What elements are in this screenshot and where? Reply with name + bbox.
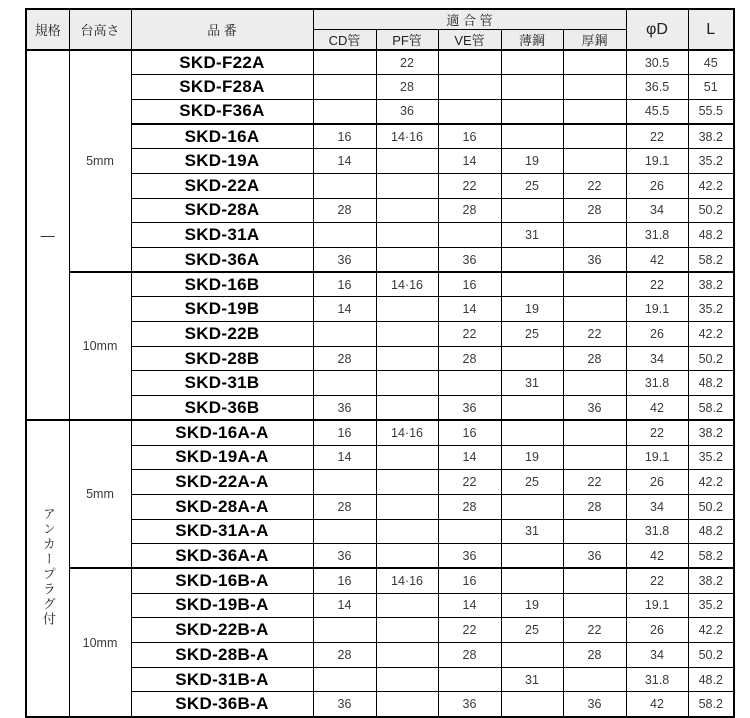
- product-number: SKD-16B: [131, 272, 313, 297]
- thin-steel-value: [501, 568, 563, 593]
- thin-steel-value: [501, 494, 563, 519]
- standard-group-label: [26, 420, 69, 716]
- l-value: 50.2: [688, 346, 734, 371]
- ve-value: 22: [438, 618, 501, 643]
- phi-d-value: 26: [626, 618, 688, 643]
- cd-value: [313, 667, 376, 692]
- phi-d-value: 22: [626, 420, 688, 445]
- l-value: 35.2: [688, 593, 734, 618]
- thin-steel-value: 31: [501, 223, 563, 248]
- product-number: SKD-28A: [131, 198, 313, 223]
- table-row: [26, 667, 734, 692]
- l-value: 42.2: [688, 470, 734, 495]
- product-number: SKD-16A-A: [131, 420, 313, 445]
- header-thin-steel: 薄鋼: [501, 30, 563, 51]
- phi-d-value: 42: [626, 544, 688, 569]
- l-value: 50.2: [688, 643, 734, 668]
- thick-steel-value: [563, 99, 626, 124]
- pf-value: 28: [376, 75, 438, 100]
- ve-value: [438, 667, 501, 692]
- product-number: SKD-31B: [131, 371, 313, 396]
- product-number: SKD-19A: [131, 149, 313, 174]
- product-number: SKD-F36A: [131, 99, 313, 124]
- pf-value: [376, 173, 438, 198]
- thin-steel-value: [501, 248, 563, 273]
- cd-value: [313, 371, 376, 396]
- product-number: SKD-31A: [131, 223, 313, 248]
- pf-value: [376, 667, 438, 692]
- cd-value: [313, 618, 376, 643]
- l-value: 42.2: [688, 618, 734, 643]
- pf-value: 36: [376, 99, 438, 124]
- thin-steel-value: 19: [501, 593, 563, 618]
- phi-d-value: 31.8: [626, 223, 688, 248]
- l-value: 50.2: [688, 198, 734, 223]
- l-value: 42.2: [688, 322, 734, 347]
- ve-value: 36: [438, 396, 501, 421]
- thin-steel-value: 31: [501, 667, 563, 692]
- pf-value: [376, 346, 438, 371]
- l-value: 35.2: [688, 445, 734, 470]
- pf-value: [376, 519, 438, 544]
- phi-d-value: 19.1: [626, 593, 688, 618]
- ve-value: 14: [438, 149, 501, 174]
- pf-value: 14·16: [376, 420, 438, 445]
- ve-value: 22: [438, 470, 501, 495]
- thin-steel-value: [501, 272, 563, 297]
- table-row: [26, 396, 734, 421]
- base-height-label: 5mm: [69, 50, 131, 272]
- phi-d-value: 26: [626, 173, 688, 198]
- phi-d-value: 19.1: [626, 445, 688, 470]
- thin-steel-value: 19: [501, 149, 563, 174]
- phi-d-value: 22: [626, 272, 688, 297]
- l-value: 48.2: [688, 223, 734, 248]
- table-row: [26, 99, 734, 124]
- ve-value: 36: [438, 248, 501, 273]
- product-number: SKD-28A-A: [131, 494, 313, 519]
- thick-steel-value: 28: [563, 346, 626, 371]
- table-body: [26, 50, 734, 717]
- table-row: [26, 149, 734, 174]
- product-number: SKD-19A-A: [131, 445, 313, 470]
- header-pf-pipe: PF管: [376, 30, 438, 51]
- product-number: SKD-16B-A: [131, 568, 313, 593]
- phi-d-value: 34: [626, 198, 688, 223]
- thick-steel-value: [563, 50, 626, 75]
- header-thick-steel: 厚鋼: [563, 30, 626, 51]
- thick-steel-value: 22: [563, 618, 626, 643]
- thick-steel-value: [563, 75, 626, 100]
- base-height-label: 10mm: [69, 568, 131, 716]
- table-row: [26, 568, 734, 593]
- phi-d-value: 36.5: [626, 75, 688, 100]
- ve-value: [438, 75, 501, 100]
- thin-steel-value: 25: [501, 173, 563, 198]
- table-row: [26, 272, 734, 297]
- cd-value: 16: [313, 124, 376, 149]
- ve-value: [438, 99, 501, 124]
- thick-steel-value: 28: [563, 198, 626, 223]
- thick-steel-value: [563, 593, 626, 618]
- header-length: L: [688, 9, 734, 50]
- thin-steel-value: 25: [501, 470, 563, 495]
- table-row: [26, 420, 734, 445]
- table-row: [26, 322, 734, 347]
- vertical-label: アンカープラグ付: [40, 506, 56, 627]
- phi-d-value: 34: [626, 494, 688, 519]
- product-number: SKD-22B-A: [131, 618, 313, 643]
- thin-steel-value: [501, 124, 563, 149]
- header-ve-pipe: VE管: [438, 30, 501, 51]
- thick-steel-value: 22: [563, 322, 626, 347]
- cd-value: 36: [313, 544, 376, 569]
- product-number: SKD-36A-A: [131, 544, 313, 569]
- thin-steel-value: 31: [501, 371, 563, 396]
- pf-value: 14·16: [376, 124, 438, 149]
- standard-group-label: —: [26, 50, 69, 420]
- cd-value: 36: [313, 396, 376, 421]
- thick-steel-value: [563, 223, 626, 248]
- thick-steel-value: [563, 149, 626, 174]
- cd-value: [313, 223, 376, 248]
- phi-d-value: 42: [626, 248, 688, 273]
- cd-value: [313, 99, 376, 124]
- ve-value: 14: [438, 593, 501, 618]
- l-value: 45: [688, 50, 734, 75]
- cd-value: 14: [313, 593, 376, 618]
- thin-steel-value: [501, 50, 563, 75]
- ve-value: 22: [438, 322, 501, 347]
- thick-steel-value: 22: [563, 173, 626, 198]
- table-row: [26, 544, 734, 569]
- thick-steel-value: 36: [563, 692, 626, 717]
- thin-steel-value: [501, 692, 563, 717]
- thin-steel-value: 31: [501, 519, 563, 544]
- table-row: [26, 75, 734, 100]
- thick-steel-value: [563, 519, 626, 544]
- cd-value: 14: [313, 149, 376, 174]
- header-product-number: 品 番: [131, 9, 313, 50]
- cd-value: 28: [313, 643, 376, 668]
- product-number: SKD-19B: [131, 297, 313, 322]
- l-value: 38.2: [688, 568, 734, 593]
- product-number: SKD-F28A: [131, 75, 313, 100]
- product-number: SKD-22B: [131, 322, 313, 347]
- product-number: SKD-31B-A: [131, 667, 313, 692]
- l-value: 58.2: [688, 692, 734, 717]
- l-value: 38.2: [688, 272, 734, 297]
- product-number: SKD-36B: [131, 396, 313, 421]
- table-row: [26, 248, 734, 273]
- table-row: [26, 593, 734, 618]
- thick-steel-value: 36: [563, 248, 626, 273]
- thin-steel-value: 19: [501, 297, 563, 322]
- cd-value: 28: [313, 346, 376, 371]
- l-value: 48.2: [688, 371, 734, 396]
- pf-value: 22: [376, 50, 438, 75]
- cd-value: [313, 470, 376, 495]
- l-value: 38.2: [688, 124, 734, 149]
- thin-steel-value: [501, 198, 563, 223]
- phi-d-value: 34: [626, 346, 688, 371]
- product-number: SKD-31A-A: [131, 519, 313, 544]
- base-height-label: 5mm: [69, 420, 131, 568]
- pf-value: [376, 149, 438, 174]
- cd-value: 14: [313, 297, 376, 322]
- ve-value: 28: [438, 198, 501, 223]
- l-value: 35.2: [688, 297, 734, 322]
- phi-d-value: 31.8: [626, 667, 688, 692]
- l-value: 58.2: [688, 248, 734, 273]
- header-base-height: 台高さ: [69, 9, 131, 50]
- phi-d-value: 22: [626, 568, 688, 593]
- l-value: 50.2: [688, 494, 734, 519]
- ve-value: 16: [438, 568, 501, 593]
- table-row: [26, 519, 734, 544]
- product-number: SKD-22A: [131, 173, 313, 198]
- phi-d-value: 31.8: [626, 519, 688, 544]
- product-number: SKD-F22A: [131, 50, 313, 75]
- table-header: [26, 9, 734, 50]
- base-height-label: 10mm: [69, 272, 131, 420]
- thin-steel-value: 25: [501, 618, 563, 643]
- l-value: 58.2: [688, 544, 734, 569]
- table-row: [26, 371, 734, 396]
- thick-steel-value: [563, 667, 626, 692]
- table-row: [26, 692, 734, 717]
- ve-value: 36: [438, 544, 501, 569]
- l-value: 35.2: [688, 149, 734, 174]
- l-value: 42.2: [688, 173, 734, 198]
- ve-value: [438, 519, 501, 544]
- ve-value: 16: [438, 124, 501, 149]
- cd-value: [313, 322, 376, 347]
- pf-value: [376, 198, 438, 223]
- phi-d-value: 42: [626, 692, 688, 717]
- pf-value: [376, 494, 438, 519]
- ve-value: 28: [438, 346, 501, 371]
- thick-steel-value: [563, 445, 626, 470]
- thick-steel-value: [563, 568, 626, 593]
- table-row: [26, 198, 734, 223]
- cd-value: 28: [313, 494, 376, 519]
- cd-value: 28: [313, 198, 376, 223]
- thick-steel-value: [563, 297, 626, 322]
- product-number: SKD-36B-A: [131, 692, 313, 717]
- phi-d-value: 30.5: [626, 50, 688, 75]
- thick-steel-value: [563, 272, 626, 297]
- pf-value: [376, 297, 438, 322]
- l-value: 58.2: [688, 396, 734, 421]
- cd-value: [313, 519, 376, 544]
- cd-value: 16: [313, 568, 376, 593]
- thick-steel-value: 22: [563, 470, 626, 495]
- cd-value: [313, 50, 376, 75]
- header-cd-pipe: CD管: [313, 30, 376, 51]
- phi-d-value: 34: [626, 643, 688, 668]
- l-value: 38.2: [688, 420, 734, 445]
- ve-value: 36: [438, 692, 501, 717]
- pf-value: 14·16: [376, 568, 438, 593]
- phi-d-value: 31.8: [626, 371, 688, 396]
- ve-value: 16: [438, 272, 501, 297]
- pf-value: 14·16: [376, 272, 438, 297]
- thick-steel-value: 36: [563, 544, 626, 569]
- cd-value: 16: [313, 272, 376, 297]
- product-number: SKD-36A: [131, 248, 313, 273]
- product-number: SKD-28B-A: [131, 643, 313, 668]
- phi-d-value: 19.1: [626, 297, 688, 322]
- ve-value: 14: [438, 445, 501, 470]
- phi-d-value: 19.1: [626, 149, 688, 174]
- ve-value: [438, 223, 501, 248]
- thin-steel-value: [501, 396, 563, 421]
- product-number: SKD-19B-A: [131, 593, 313, 618]
- product-number: SKD-22A-A: [131, 470, 313, 495]
- pf-value: [376, 544, 438, 569]
- header-row-1: [26, 9, 734, 30]
- table-row: [26, 50, 734, 75]
- table-row: [26, 124, 734, 149]
- phi-d-value: 42: [626, 396, 688, 421]
- l-value: 48.2: [688, 519, 734, 544]
- thin-steel-value: [501, 420, 563, 445]
- pf-value: [376, 445, 438, 470]
- thin-steel-value: [501, 75, 563, 100]
- thin-steel-value: [501, 544, 563, 569]
- table-row: [26, 223, 734, 248]
- thin-steel-value: [501, 99, 563, 124]
- thick-steel-value: [563, 371, 626, 396]
- pf-value: [376, 692, 438, 717]
- cd-value: 36: [313, 248, 376, 273]
- table-row: [26, 494, 734, 519]
- cd-value: 36: [313, 692, 376, 717]
- table-row: [26, 173, 734, 198]
- l-value: 55.5: [688, 99, 734, 124]
- ve-value: 14: [438, 297, 501, 322]
- thin-steel-value: 25: [501, 322, 563, 347]
- cd-value: 14: [313, 445, 376, 470]
- pipe-spec-table: [25, 8, 735, 718]
- pf-value: [376, 396, 438, 421]
- table-row: [26, 346, 734, 371]
- phi-d-value: 22: [626, 124, 688, 149]
- header-phi-d: φD: [626, 9, 688, 50]
- ve-value: 16: [438, 420, 501, 445]
- table-row: [26, 618, 734, 643]
- ve-value: [438, 371, 501, 396]
- cd-value: [313, 173, 376, 198]
- pf-value: [376, 470, 438, 495]
- thick-steel-value: 28: [563, 643, 626, 668]
- pf-value: [376, 322, 438, 347]
- pf-value: [376, 371, 438, 396]
- phi-d-value: 26: [626, 322, 688, 347]
- table-row: [26, 470, 734, 495]
- pf-value: [376, 248, 438, 273]
- cd-value: [313, 75, 376, 100]
- ve-value: 28: [438, 494, 501, 519]
- table-row: [26, 297, 734, 322]
- product-number: SKD-28B: [131, 346, 313, 371]
- l-value: 51: [688, 75, 734, 100]
- thin-steel-value: [501, 346, 563, 371]
- pf-value: [376, 593, 438, 618]
- thick-steel-value: [563, 124, 626, 149]
- thin-steel-value: [501, 643, 563, 668]
- ve-value: 28: [438, 643, 501, 668]
- pf-value: [376, 643, 438, 668]
- thick-steel-value: [563, 420, 626, 445]
- header-compatible-pipe: 適 合 管: [313, 9, 626, 30]
- phi-d-value: 26: [626, 470, 688, 495]
- ve-value: [438, 50, 501, 75]
- cd-value: 16: [313, 420, 376, 445]
- l-value: 48.2: [688, 667, 734, 692]
- phi-d-value: 45.5: [626, 99, 688, 124]
- table-row: [26, 445, 734, 470]
- thick-steel-value: 28: [563, 494, 626, 519]
- table-row: [26, 643, 734, 668]
- pf-value: [376, 618, 438, 643]
- thick-steel-value: 36: [563, 396, 626, 421]
- thin-steel-value: 19: [501, 445, 563, 470]
- ve-value: 22: [438, 173, 501, 198]
- pf-value: [376, 223, 438, 248]
- product-number: SKD-16A: [131, 124, 313, 149]
- header-standard: 規格: [26, 9, 69, 50]
